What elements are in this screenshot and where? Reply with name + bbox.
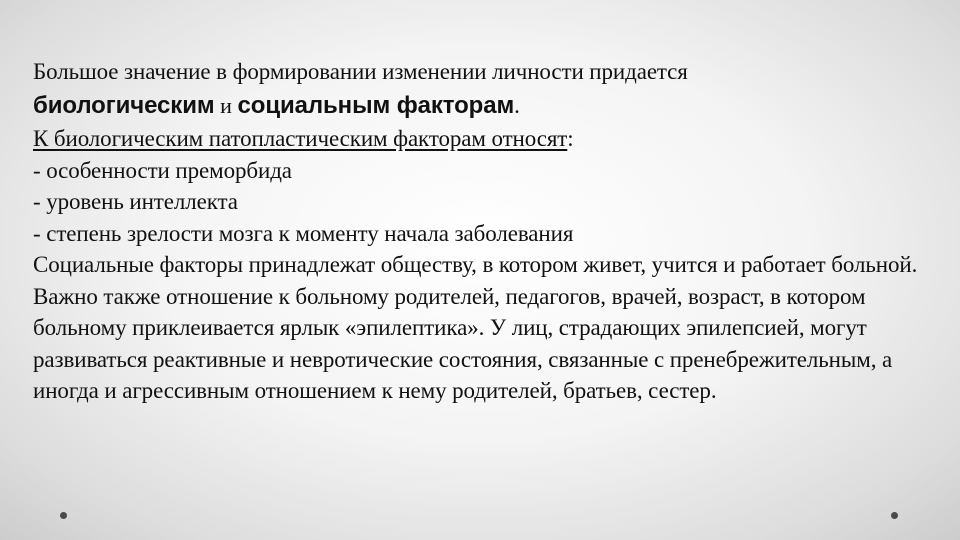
heading-colon: :	[567, 126, 574, 151]
factor-item: - степень зрелости мозга к моменту начала заболевания	[33, 220, 574, 246]
underlined-heading: К биологическим патопластическим факторам относят	[33, 126, 568, 151]
slide-decor-dot-left	[60, 512, 67, 519]
biological-term: биологическим	[33, 91, 215, 119]
factor-item: - уровень интеллекта	[33, 189, 238, 214]
connector-word: и	[220, 92, 232, 118]
factor-item: - особенности преморбида	[33, 157, 292, 183]
social-factors-paragraph: Социальные факторы принадлежат обществу, в котором живет, учится и работает больной. Важно также отношение к больному родителей, педагогов, врачей, возраст, в котором больному приклеивается ярлык «эпилептика». У лиц, страдающих эпилепсией, могут развиваться реактивные и невротические состояния, связанные с пренебрежительным, а иногда и агрессивным отношением к нему родителей, братьев, сестер.	[33, 252, 918, 403]
intro-line: Большое значение в формировании изменении личности придается	[33, 59, 688, 84]
biological-factors-heading	[33, 123, 938, 155]
slide-decor-dot-right	[891, 512, 898, 519]
key-factors-line	[33, 90, 938, 122]
social-term: социальным факторам	[237, 91, 515, 119]
slide-body	[33, 56, 938, 407]
sentence-end: .	[514, 92, 520, 118]
